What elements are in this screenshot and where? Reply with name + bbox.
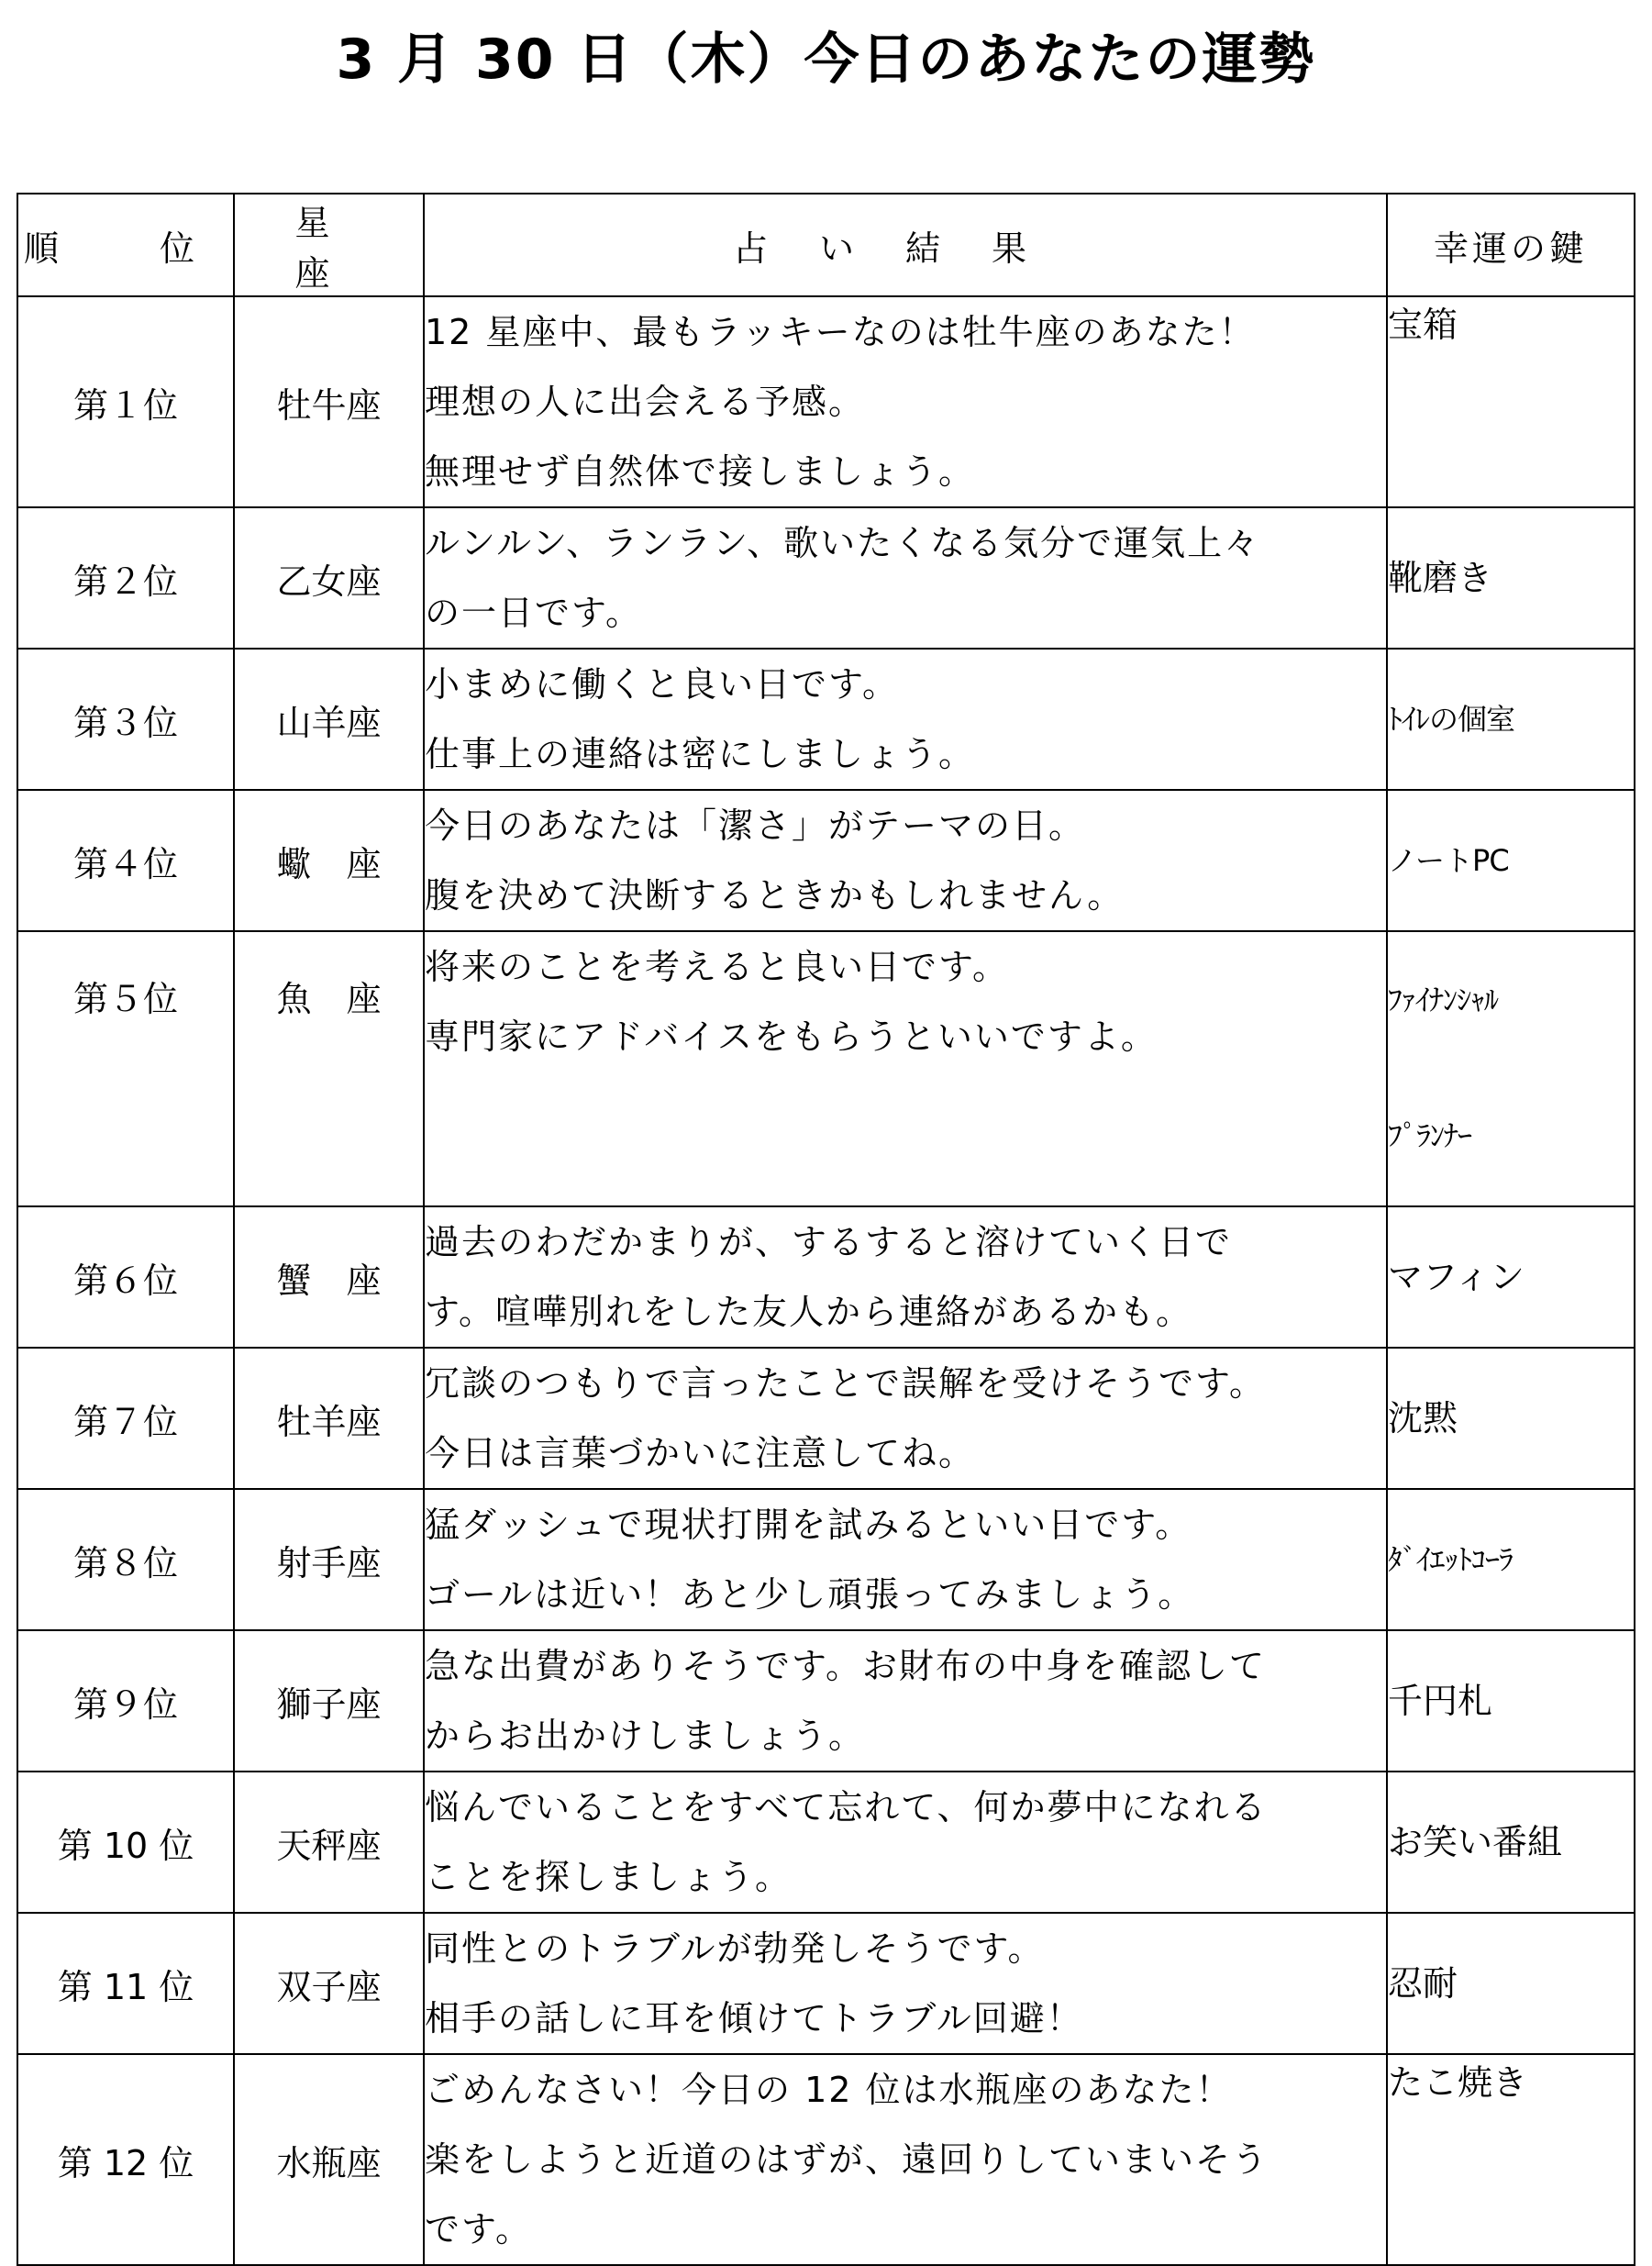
result-cell bbox=[424, 1489, 1387, 1630]
sign-cell: 牡牛座 bbox=[234, 296, 424, 507]
table-row bbox=[17, 790, 1635, 931]
result-cell bbox=[424, 649, 1387, 790]
result-cell bbox=[424, 296, 1387, 507]
result-line: 相手の話しに耳を傾けてトラブル回避！ bbox=[425, 1998, 1083, 2038]
result-cell bbox=[424, 1206, 1387, 1348]
result-line: です。 bbox=[425, 2209, 532, 2249]
lucky-key-cell bbox=[1387, 931, 1635, 1206]
lucky-key-line: ﾌﾟﾗﾝﾅｰ bbox=[1388, 1118, 1472, 1153]
sign-cell: 獅子座 bbox=[234, 1630, 424, 1772]
header-rank: 順 位 bbox=[17, 194, 234, 296]
lucky-key-cell: ノートPC bbox=[1387, 790, 1635, 931]
result-line: 無理せず自然体で接しましょう。 bbox=[425, 451, 976, 492]
result-line: す。喧嘩別れをした友人から連絡があるかも。 bbox=[425, 1292, 1192, 1332]
table-row bbox=[17, 1630, 1635, 1772]
result-line: 将来のことを考えると良い日です。 bbox=[425, 947, 1009, 987]
rank-cell: 第 10 位 bbox=[17, 1772, 234, 1913]
lucky-key-cell: 千円札 bbox=[1387, 1630, 1635, 1772]
result-line: 猛ダッシュで現状打開を試みるといい日です。 bbox=[425, 1505, 1192, 1545]
result-cell bbox=[424, 2054, 1387, 2265]
result-line: 今日のあなたは「潔さ」がテーマの日。 bbox=[425, 805, 1086, 846]
result-line: 専門家にアドバイスをもらうといいですよ。 bbox=[425, 1016, 1158, 1057]
rank-cell: 第４位 bbox=[17, 790, 234, 931]
sign-cell: 魚 座 bbox=[234, 931, 424, 1206]
sign-cell: 蟹 座 bbox=[234, 1206, 424, 1348]
rank-cell: 第５位 bbox=[17, 931, 234, 1206]
sign-cell: 蠍 座 bbox=[234, 790, 424, 931]
table-row bbox=[17, 2054, 1635, 2265]
result-line: の一日です。 bbox=[425, 593, 642, 633]
sign-cell: 牡羊座 bbox=[234, 1348, 424, 1489]
sign-cell: 天秤座 bbox=[234, 1772, 424, 1913]
rank-cell: 第 11 位 bbox=[17, 1913, 234, 2054]
result-line: 同性とのトラブルが勃発しそうです。 bbox=[425, 1928, 1045, 1969]
result-line: 冗談のつもりで言ったことで誤解を受けそうです。 bbox=[425, 1363, 1266, 1404]
rank-cell: 第８位 bbox=[17, 1489, 234, 1630]
result-line: 楽をしようと近道のはずが、遠回りしていまいそう bbox=[425, 2139, 1269, 2180]
table-row bbox=[17, 1489, 1635, 1630]
rank-cell: 第６位 bbox=[17, 1206, 234, 1348]
result-cell bbox=[424, 1630, 1387, 1772]
lucky-key-cell: 沈黙 bbox=[1387, 1348, 1635, 1489]
header-sign: 星 座 bbox=[234, 194, 424, 296]
table-row bbox=[17, 507, 1635, 649]
result-line: 腹を決めて決断するときかもしれません。 bbox=[425, 875, 1125, 916]
sign-cell: 射手座 bbox=[234, 1489, 424, 1630]
result-line: ことを探しましょう。 bbox=[425, 1857, 793, 1897]
lucky-key-cell: 忍耐 bbox=[1387, 1913, 1635, 2054]
result-cell bbox=[424, 507, 1387, 649]
sign-cell: 水瓶座 bbox=[234, 2054, 424, 2265]
table-row bbox=[17, 1348, 1635, 1489]
sign-cell: 乙女座 bbox=[234, 507, 424, 649]
result-line: ルンルン、ランラン、歌いたくなる気分で運気上々 bbox=[425, 523, 1261, 563]
lucky-key-cell: ﾄｲﾚの個室 bbox=[1387, 649, 1635, 790]
table-row bbox=[17, 1913, 1635, 2054]
lucky-key-line: ﾌｧｲﾅﾝｼｬﾙ bbox=[1388, 983, 1499, 1017]
result-line: からお出かけしましょう。 bbox=[425, 1716, 866, 1756]
page-title: 3 月 30 日（木）今日のあなたの運勢 bbox=[336, 28, 1316, 92]
rank-cell: 第 12 位 bbox=[17, 2054, 234, 2265]
result-cell bbox=[424, 1913, 1387, 2054]
header-result: 占い結果 bbox=[424, 194, 1387, 296]
lucky-key-cell: 靴磨き bbox=[1387, 507, 1635, 649]
lucky-key-cell: お笑い番組 bbox=[1387, 1772, 1635, 1913]
header-key: 幸運の鍵 bbox=[1387, 194, 1635, 296]
result-line: 悩んでいることをすべて忘れて、何か夢中になれる bbox=[425, 1787, 1268, 1827]
result-line: 仕事上の連絡は密にしましょう。 bbox=[425, 734, 976, 774]
result-line: 過去のわだかまりが、するすると溶けていく日で bbox=[425, 1222, 1233, 1262]
result-cell bbox=[424, 790, 1387, 931]
result-cell bbox=[424, 931, 1387, 1206]
lucky-key-cell: ﾀﾞｲｴｯﾄｺｰﾗ bbox=[1387, 1489, 1635, 1630]
result-line: 今日は言葉づかいに注意してね。 bbox=[425, 1433, 976, 1473]
rank-cell: 第１位 bbox=[17, 296, 234, 507]
result-line: 理想の人に出会える予感。 bbox=[425, 382, 866, 422]
rank-cell: 第９位 bbox=[17, 1630, 234, 1772]
lucky-key-cell: たこ焼き bbox=[1387, 2054, 1635, 2265]
lucky-key-cell: 宝箱 bbox=[1387, 296, 1635, 507]
sign-cell: 双子座 bbox=[234, 1913, 424, 2054]
table-row bbox=[17, 931, 1635, 1206]
result-line: 急な出費がありそうです。お財布の中身を確認して bbox=[425, 1646, 1266, 1686]
table-row bbox=[17, 1772, 1635, 1913]
table-header-row bbox=[17, 194, 1635, 296]
result-cell bbox=[424, 1348, 1387, 1489]
result-line: ごめんなさい！今日の 12 位は水瓶座のあなた！ bbox=[425, 2070, 1233, 2110]
result-line: 小まめに働くと良い日です。 bbox=[425, 664, 899, 705]
table-row bbox=[17, 296, 1635, 507]
result-cell bbox=[424, 1772, 1387, 1913]
result-line: 12 星座中、最もラッキーなのは牡牛座のあなた！ bbox=[425, 312, 1256, 352]
rank-cell: 第７位 bbox=[17, 1348, 234, 1489]
table-row bbox=[17, 649, 1635, 790]
rank-cell: 第２位 bbox=[17, 507, 234, 649]
fortune-table bbox=[17, 193, 1635, 2266]
table-row bbox=[17, 1206, 1635, 1348]
sign-cell: 山羊座 bbox=[234, 649, 424, 790]
lucky-key-cell: マフィン bbox=[1387, 1206, 1635, 1348]
rank-cell: 第３位 bbox=[17, 649, 234, 790]
result-line: ゴールは近い！あと少し頑張ってみましょう。 bbox=[425, 1574, 1195, 1615]
